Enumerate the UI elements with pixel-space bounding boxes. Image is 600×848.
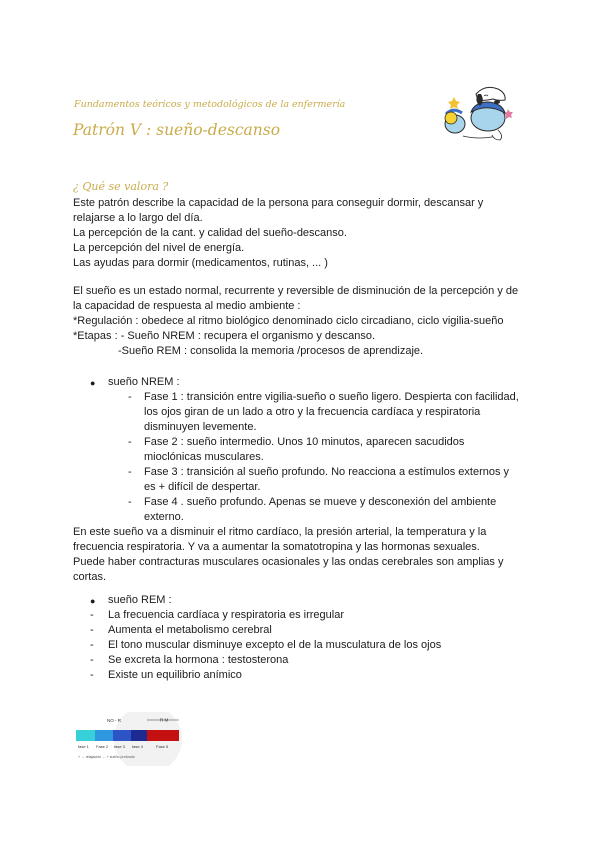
definition-line: la capacidad de respuesta al medio ambiente : <box>73 300 301 312</box>
sleep-phases-diagram <box>70 712 188 766</box>
intro-line: relajarse a lo largo del día. <box>73 212 203 224</box>
course-subject: Fundamentos teóricos y metodológicos de la enfermería <box>74 99 346 110</box>
phase-label-1: fase 1 <box>78 744 89 749</box>
rem-label: R M <box>160 717 169 723</box>
dash-icon: - <box>90 669 94 681</box>
intro-line: Las ayudas para dormir (medicamentos, rutinas, ... ) <box>73 257 328 269</box>
stages-line: *Etapas : - Sueño NREM : recupera el organismo y descanso. <box>73 330 376 342</box>
dash-icon: - <box>90 609 94 621</box>
rem-item: Aumenta el metabolismo cerebral <box>108 624 272 636</box>
rem-item: Se excreta la hormona : testosterona <box>108 654 289 666</box>
regulation-line: *Regulación : obedece al ritmo biológico denominado ciclo circadiano, ciclo vigilia-sueño <box>73 315 504 327</box>
rem-item: Existe un equilibrio anímico <box>108 669 242 681</box>
phase-label-5: Fase 5 <box>156 744 169 749</box>
phase-3-line: Fase 3 : transición al sueño profundo. No reacciona a estímulos externos y <box>144 466 510 478</box>
phase-label-4: fase 4 <box>132 744 143 749</box>
dash-icon: - <box>128 391 132 403</box>
intro-line: La percepción del nivel de energía. <box>73 242 245 254</box>
nrem-label: NO - R <box>107 718 121 723</box>
dash-icon: - <box>90 639 94 651</box>
nrem-summary-line: Puede haber contracturas musculares ocasionales y las ondas cerebrales son amplias y <box>73 556 504 568</box>
phase-segment-3 <box>113 730 131 741</box>
definition-line: El sueño es un estado normal, recurrente y reversible de disminución de la percepción y de <box>73 285 519 297</box>
stages-rem-line: -Sueño REM : consolida la memoria /procesos de aprendizaje. <box>118 345 424 357</box>
phase-segment-2 <box>95 730 113 741</box>
dash-icon: - <box>128 496 132 508</box>
phase-3-line: es + difícil de despertar. <box>144 481 261 493</box>
phase-label-3: fase 3 <box>114 744 125 749</box>
nrem-summary-line: En este sueño va a disminuir el ritmo cardíaco, la presión arterial, la temperatura y la <box>73 526 487 538</box>
section-heading: ¿ Qué se valora ? <box>73 180 169 193</box>
dash-icon: - <box>128 466 132 478</box>
dash-icon: - <box>128 436 132 448</box>
phase-1-line: los ojos giran de un lado a otro y la frecuencia cardíaca y respiratoria <box>144 406 481 418</box>
diagram-caption: + → relajación ← + sueño profundo <box>78 755 135 759</box>
dash-icon: - <box>90 624 94 636</box>
phase-label-2: Fase 2 <box>96 744 109 749</box>
dash-icon: - <box>90 654 94 666</box>
snoopy-sleeping-icon <box>434 84 524 142</box>
phase-4-line: Fase 4 . sueño profundo. Apenas se mueve y desconexión del ambiente <box>144 496 497 508</box>
rem-item: La frecuencia cardíaca y respiratoria es irregular <box>108 609 345 621</box>
nrem-title: sueño NREM : <box>108 376 180 388</box>
intro-line: Este patrón describe la capacidad de la persona para conseguir dormir, descansar y <box>73 197 484 209</box>
page-title: Patrón V : sueño-descanso <box>73 121 281 139</box>
phase-1-line: Fase 1 : transición entre vigilia-sueño o sueño ligero. Despierta con facilidad, <box>144 391 519 403</box>
bullet-icon: ● <box>90 378 96 388</box>
nrem-summary-line: cortas. <box>73 571 107 583</box>
phase-2-line: mioclónicas musculares. <box>144 451 264 463</box>
phase-2-line: Fase 2 : sueño intermedio. Unos 10 minutos, aparecen sacudidos <box>144 436 465 448</box>
intro-line: La percepción de la cant. y calidad del sueño-descanso. <box>73 227 347 239</box>
rem-item: El tono muscular disminuye excepto el de la musculatura de los ojos <box>108 639 442 651</box>
nrem-summary-line: frecuencia respiratoria. Y va a aumentar la somatotropina y las hormonas sexuales. <box>73 541 480 553</box>
phase-segment-5 <box>147 730 179 741</box>
phase-segment-4 <box>131 730 147 741</box>
phase-4-line: externo. <box>144 511 184 523</box>
phase-1-line: disminuyen levemente. <box>144 421 257 433</box>
phase-segment-1 <box>76 730 95 741</box>
bullet-icon: ● <box>90 596 96 606</box>
rem-title: sueño REM : <box>108 594 172 606</box>
